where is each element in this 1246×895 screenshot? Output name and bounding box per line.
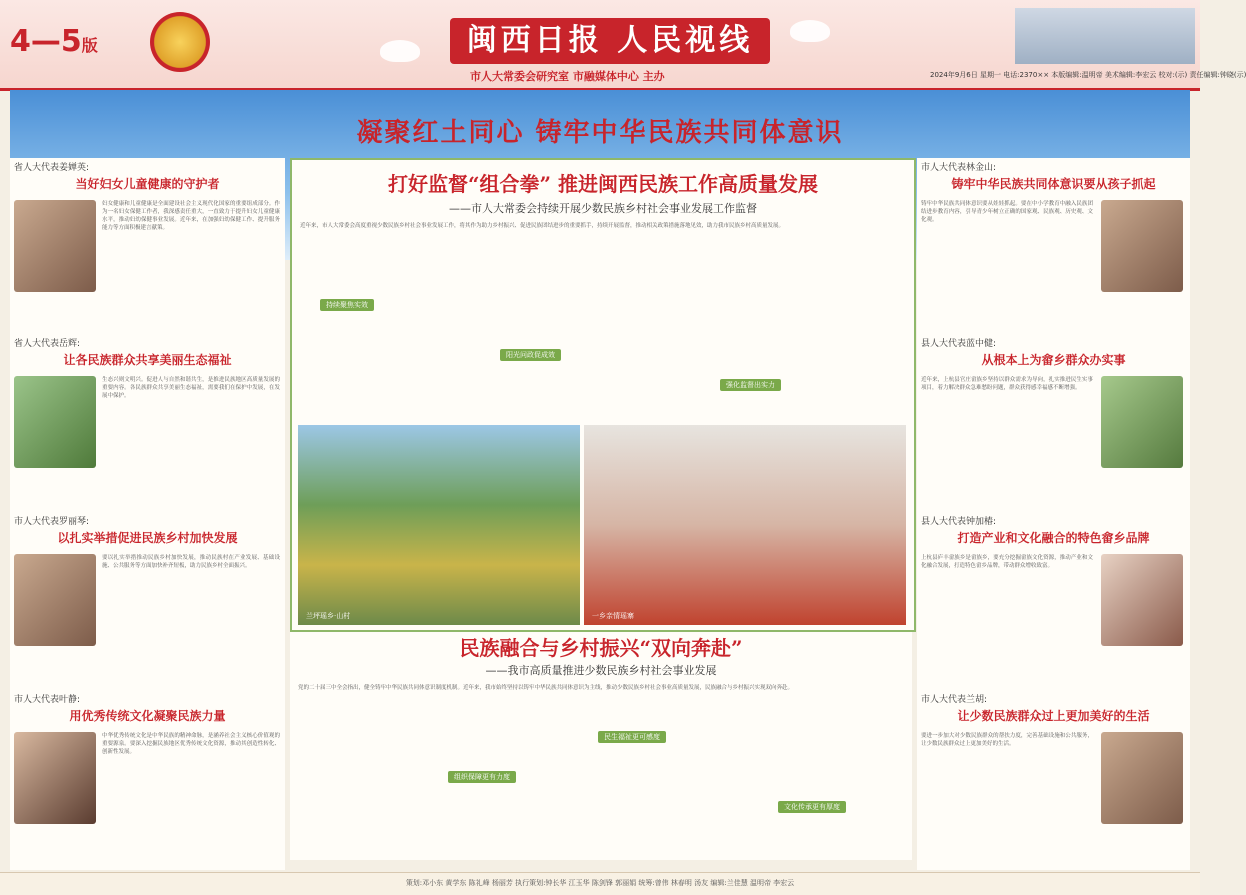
rep-title: 铸牢中华民族共同体意识要从孩子抓起 bbox=[951, 177, 1156, 191]
rep-label: 市人大代表兰胡: bbox=[921, 695, 988, 705]
congress-building-image bbox=[1015, 8, 1195, 64]
rep-body: 近年来，上杭县官庄畲族乡坚持以群众需求为导向，扎实推进民生实事项目，着力解决群众急难愁盼问题，群众获得感幸福感不断增强。 bbox=[921, 377, 1093, 391]
rep-photo bbox=[14, 732, 96, 824]
bottom-feature bbox=[290, 632, 912, 860]
rep-body: 妇女健康和儿童健康是全面建设社会主义现代化国家的重要组成部分。作为一名妇女保健工作者，我深感责任重大，一直致力于提升妇女儿童健康水平，推动妇幼保健事业发展。近年来，在加强妇幼保健工作、提升服务能力等方面积极建言献策。 bbox=[102, 201, 280, 231]
rep-body: 上杭县庐丰畲族乡是畲族乡，要充分挖掘畲族文化资源，推动产业和文化融合发展，打造特色畲乡品牌，带动群众增收致富。 bbox=[921, 555, 1093, 569]
right-column bbox=[917, 158, 1190, 870]
center-feature bbox=[290, 158, 916, 632]
bottom-feature-title: 民族融合与乡村振兴“双向奔赴” bbox=[459, 636, 743, 660]
rep-body: 要进一步加大对少数民族群众的帮扶力度，完善基础设施和公共服务，让少数民族群众过上更加美好的生活。 bbox=[921, 733, 1093, 747]
left-column bbox=[10, 158, 285, 870]
tag-group bbox=[778, 794, 846, 813]
tag-group bbox=[448, 764, 516, 783]
rep-block bbox=[921, 514, 1186, 684]
rep-photo bbox=[1101, 554, 1183, 646]
scenic-photo bbox=[298, 425, 580, 625]
rep-label: 市人大代表罗丽琴: bbox=[14, 517, 90, 527]
section-tag: 持续聚焦实效 bbox=[320, 299, 374, 311]
issue-meta: 2024年9月6日 星期一 电话:2370×× 本版编辑:温明帝 美术编辑:李宏云 校对:(示) 责任编辑:钟晓(示) bbox=[930, 71, 1246, 79]
feature-title: 打好监督“组合拳” 推进闽西民族工作高质量发展 bbox=[388, 172, 818, 196]
rep-body: 要以扎实举措推动民族乡村加快发展，推动民族村在产业发展、基础设施、公共服务等方面加快补齐短板，助力民族乡村全面振兴。 bbox=[102, 555, 280, 569]
rep-label: 县人大代表蓝中健: bbox=[921, 339, 997, 349]
rep-block bbox=[14, 160, 281, 330]
section-tag: 民生福祉更可感度 bbox=[598, 731, 666, 743]
rep-block bbox=[14, 336, 281, 506]
page-number: 4—5版 bbox=[10, 24, 98, 59]
rep-body: 铸牢中华民族共同体意识要从娃娃抓起。要在中小学教育中融入民族团结进步教育内容，引导青少年树立正确的国家观、民族观、历史观、文化观。 bbox=[921, 201, 1093, 223]
bottom-body-area bbox=[298, 684, 902, 854]
feature-deck: ——市人大常委会持续开展少数民族乡村社会事业发展工作监督 bbox=[449, 202, 757, 215]
dove-icon bbox=[790, 20, 830, 42]
section-tag: 文化传承更有厚度 bbox=[778, 801, 846, 813]
rep-label: 省人大代表姜婵英: bbox=[14, 163, 90, 173]
rep-block bbox=[921, 160, 1186, 330]
tag-group bbox=[320, 292, 374, 311]
tag-group bbox=[720, 372, 781, 391]
header-bar bbox=[0, 0, 1246, 91]
rep-label: 市人大代表林金山: bbox=[921, 163, 997, 173]
photo-caption: 兰坪瑶乡·山村 bbox=[306, 612, 351, 620]
rep-title: 打造产业和文化融合的特色畲乡品牌 bbox=[957, 531, 1150, 545]
group-photo bbox=[584, 425, 906, 625]
section-tag: 强化监督出实力 bbox=[720, 379, 781, 391]
rep-label: 县人大代表钟加椿: bbox=[921, 517, 997, 527]
feature-body-area bbox=[300, 222, 904, 418]
rep-label: 市人大代表叶静: bbox=[14, 695, 81, 705]
national-emblem-icon bbox=[150, 12, 210, 72]
rep-block bbox=[14, 514, 281, 684]
dove-icon bbox=[380, 40, 420, 62]
rep-photo bbox=[1101, 732, 1183, 824]
sponsor-line: 市人大常委会研究室 市融媒体中心 主办 bbox=[470, 70, 665, 83]
rep-photo bbox=[14, 376, 96, 468]
section-tag: 阳光问政促成效 bbox=[500, 349, 561, 361]
rep-title: 让少数民族群众过上更加美好的生活 bbox=[957, 709, 1150, 723]
masthead: 闽西日报 人民视线 bbox=[450, 18, 770, 64]
footer-credits: 策划:邓小东 黄学东 陈礼峰 杨丽芳 执行策划:钟长华 江玉华 陈剑锋 郭丽娟 统筹:曾伟 林春明 汤友 编辑:兰佳慧 温明帝 李宏云 bbox=[0, 872, 1200, 895]
rep-photo bbox=[14, 554, 96, 646]
rep-title: 让各民族群众共享美丽生态福祉 bbox=[63, 353, 232, 367]
rep-body: 生态兴则文明兴。促进人与自然和谐共生，是推进民族地区高质量发展的重要内容。各民族群众共享美丽生态福祉，需要我们在保护中发展，在发展中保护。 bbox=[102, 377, 280, 399]
tag-group bbox=[500, 342, 561, 361]
rep-block bbox=[921, 336, 1186, 506]
rep-photo bbox=[1101, 200, 1183, 292]
rep-block bbox=[921, 692, 1186, 862]
feature-body: 近年来，市人大常委会高度重视少数民族乡村社会事业发展工作，将其作为助力乡村振兴、促进民族团结进步的重要抓手，持续开展监督，推动相关政策措施落地见效，助力我市民族乡村高质量发展。 bbox=[300, 223, 785, 229]
page-headline: 凝聚红土同心 铸牢中华民族共同体意识 bbox=[356, 118, 844, 148]
rep-photo bbox=[1101, 376, 1183, 468]
bottom-feature-deck: ——我市高质量推进少数民族乡村社会事业发展 bbox=[485, 664, 717, 677]
rep-title: 以扎实举措促进民族乡村加快发展 bbox=[57, 531, 238, 545]
rep-label: 省人大代表岳辉: bbox=[14, 339, 81, 349]
rep-block bbox=[14, 692, 281, 862]
rep-title: 用优秀传统文化凝聚民族力量 bbox=[69, 709, 226, 723]
rep-title: 当好妇女儿童健康的守护者 bbox=[75, 177, 220, 191]
tag-group bbox=[598, 724, 666, 743]
bottom-body: 党的二十届三中全会指出，健全铸牢中华民族共同体意识制度机制。近年来，我市始终坚持以铸牢中华民族共同体意识为主线，推动少数民族乡村社会事业高质量发展，民族融合与乡村振兴实现双向奔赴。 bbox=[298, 685, 794, 691]
photo-caption: 一乡亲情瑶寨 bbox=[592, 612, 634, 620]
rep-photo bbox=[14, 200, 96, 292]
section-tag: 组织保障更有力度 bbox=[448, 771, 516, 783]
rep-body: 中华优秀传统文化是中华民族的精神命脉，是涵养社会主义核心价值观的重要源泉。要深入挖掘民族地区优秀传统文化资源，推动其创造性转化、创新性发展。 bbox=[102, 733, 280, 755]
rep-title: 从根本上为畲乡群众办实事 bbox=[981, 353, 1126, 367]
